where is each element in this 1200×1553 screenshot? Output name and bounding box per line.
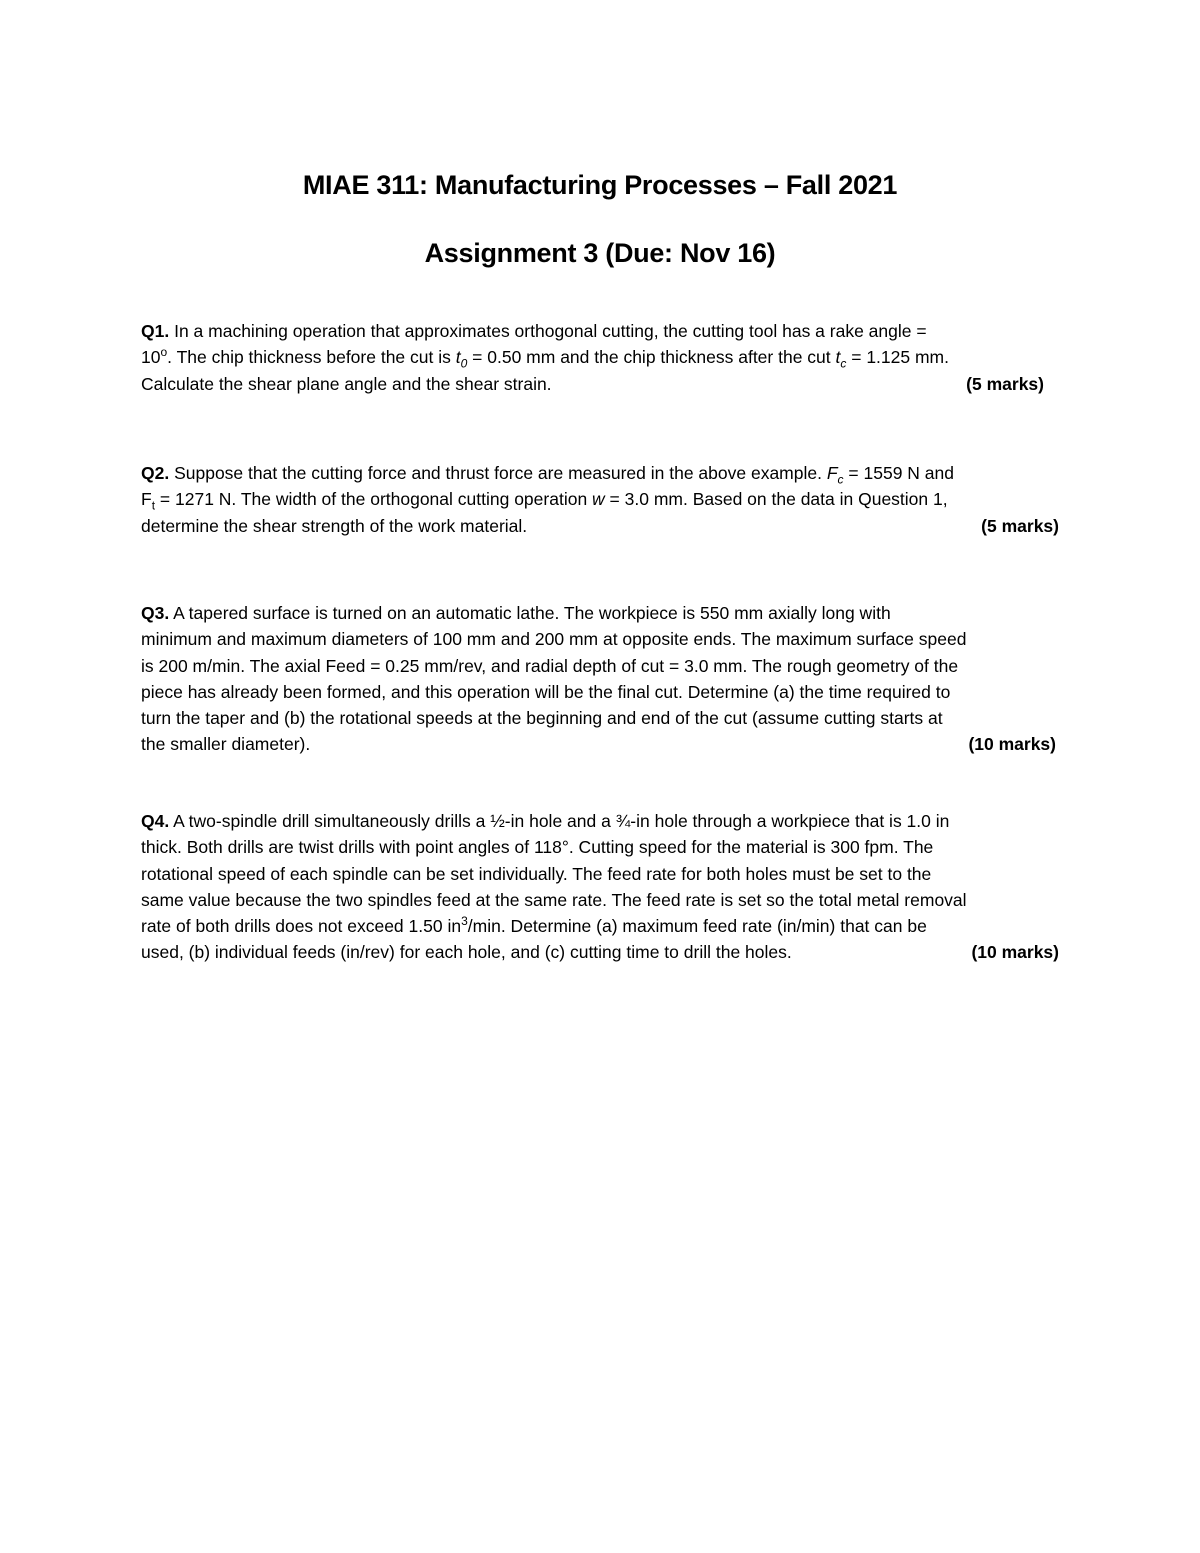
q1-degree: o [160,345,168,360]
q3-text-3: is 200 m/min. The axial Feed = 0.25 mm/rev, and radial depth of cut = 3.0 mm. The rough geometry of the [141,655,959,676]
question-4 [141,808,1059,966]
q1-line-2 [141,344,1044,370]
q2-fc-subscript: c [837,472,844,487]
q2-fc-symbol: F [826,463,838,483]
q1-line-1 [141,318,1044,344]
q4-text-5: rate of both drills does not exceed 1.50 in [141,916,462,937]
q3-label: Q3. [141,603,170,623]
q1-text-2: . The chip thickness before the cut is [167,347,456,368]
q1-tc-symbol: t [835,347,841,368]
q4-label: Q4. [141,811,170,831]
q3-text-4: piece has already been formed, and this operation will be the final cut. Determine (a) the time required to [141,681,951,702]
assignment-title: Assignment 3 (Due: Nov 16) [424,238,776,268]
q2-ft-symbol: F [141,489,152,510]
q1-rake-angle: 10 [141,347,161,368]
q3-line-5 [141,705,1056,731]
q4-line-3 [141,861,1059,887]
question-1 [141,318,1044,397]
q2-line-1 [141,460,1059,486]
q4-line-5 [141,913,1059,939]
q4-text-6: /min. Determine (a) maximum feed rate (in/min) that can be [467,916,927,937]
q2-line-3 [141,513,1059,539]
q2-label: Q2. [141,463,170,483]
q4-text-3: rotational speed of each spindle can be set individually. The feed rate for both holes must be set to the [141,863,932,884]
q2-marks: (5 marks) [981,515,1059,536]
q3-text-2: minimum and maximum diameters of 100 mm and 200 mm at opposite ends. The maximum surface speed [141,629,967,650]
q3-line-4 [141,679,1056,705]
q2-text-5: determine the shear strength of the work material. [141,515,528,536]
course-title: MIAE 311: Manufacturing Processes – Fall 2021 [302,170,898,200]
q4-text-2: thick. Both drills are twist drills with point angles of 118°. Cutting speed for the material is 300 fpm. The [141,837,934,858]
q1-label: Q1. [141,321,170,341]
question-2 [141,460,1059,539]
q2-text-4: = 3.0 mm. Based on the data in Question 1, [604,489,948,510]
q4-text-7: used, (b) individual feeds (in/rev) for each hole, and (c) cutting time to drill the holes. [141,942,792,963]
q1-text-3: = 0.50 mm and the chip thickness after the cut [467,347,836,368]
question-3 [141,600,1056,758]
q4-line-4 [141,887,1059,913]
q1-tc-subscript: c [840,356,847,371]
q1-text-5: Calculate the shear plane angle and the shear strain. [141,373,552,394]
q1-t0-subscript: 0 [460,356,468,371]
q3-text-1: A tapered surface is turned on an automatic lathe. The workpiece is 550 mm axially long with [169,603,891,623]
q1-text-4: = 1.125 mm. [846,347,949,368]
q3-text-6: the smaller diameter). [141,734,311,755]
q2-text-2: = 1559 N and [843,463,954,483]
q1-marks: (5 marks) [966,373,1044,394]
q4-line-2 [141,834,1059,860]
q2-line-2 [141,486,1059,512]
q4-line-1 [141,808,1059,834]
q3-line-6 [141,731,1056,757]
q4-cubic-superscript: 3 [461,914,468,929]
q1-t0-symbol: t [455,347,461,368]
q1-text-1: In a machining operation that approximates orthogonal cutting, the cutting tool has a rake angle = [169,321,927,341]
q3-marks: (10 marks) [968,734,1056,755]
q3-line-1 [141,600,1056,626]
q4-line-6 [141,939,1059,965]
q3-line-3 [141,653,1056,679]
q4-marks: (10 marks) [971,942,1059,963]
q2-text-1: Suppose that the cutting force and thrust force are measured in the above example. [169,463,827,483]
q2-ft-subscript: t [151,498,156,513]
q4-text-1: A two-spindle drill simultaneously drills a ½-in hole and a ¾-in hole through a workpiece that is 1.0 in [169,811,950,831]
q1-line-3 [141,371,1044,397]
q2-w-symbol: w [592,489,605,510]
q4-text-4: same value because the two spindles feed at the same rate. The feed rate is set so the total metal removal [141,889,967,910]
q3-line-2 [141,626,1056,652]
q3-text-5: turn the taper and (b) the rotational speeds at the beginning and end of the cut (assume cutting starts at [141,708,943,729]
q2-text-3: = 1271 N. The width of the orthogonal cutting operation [155,489,593,510]
